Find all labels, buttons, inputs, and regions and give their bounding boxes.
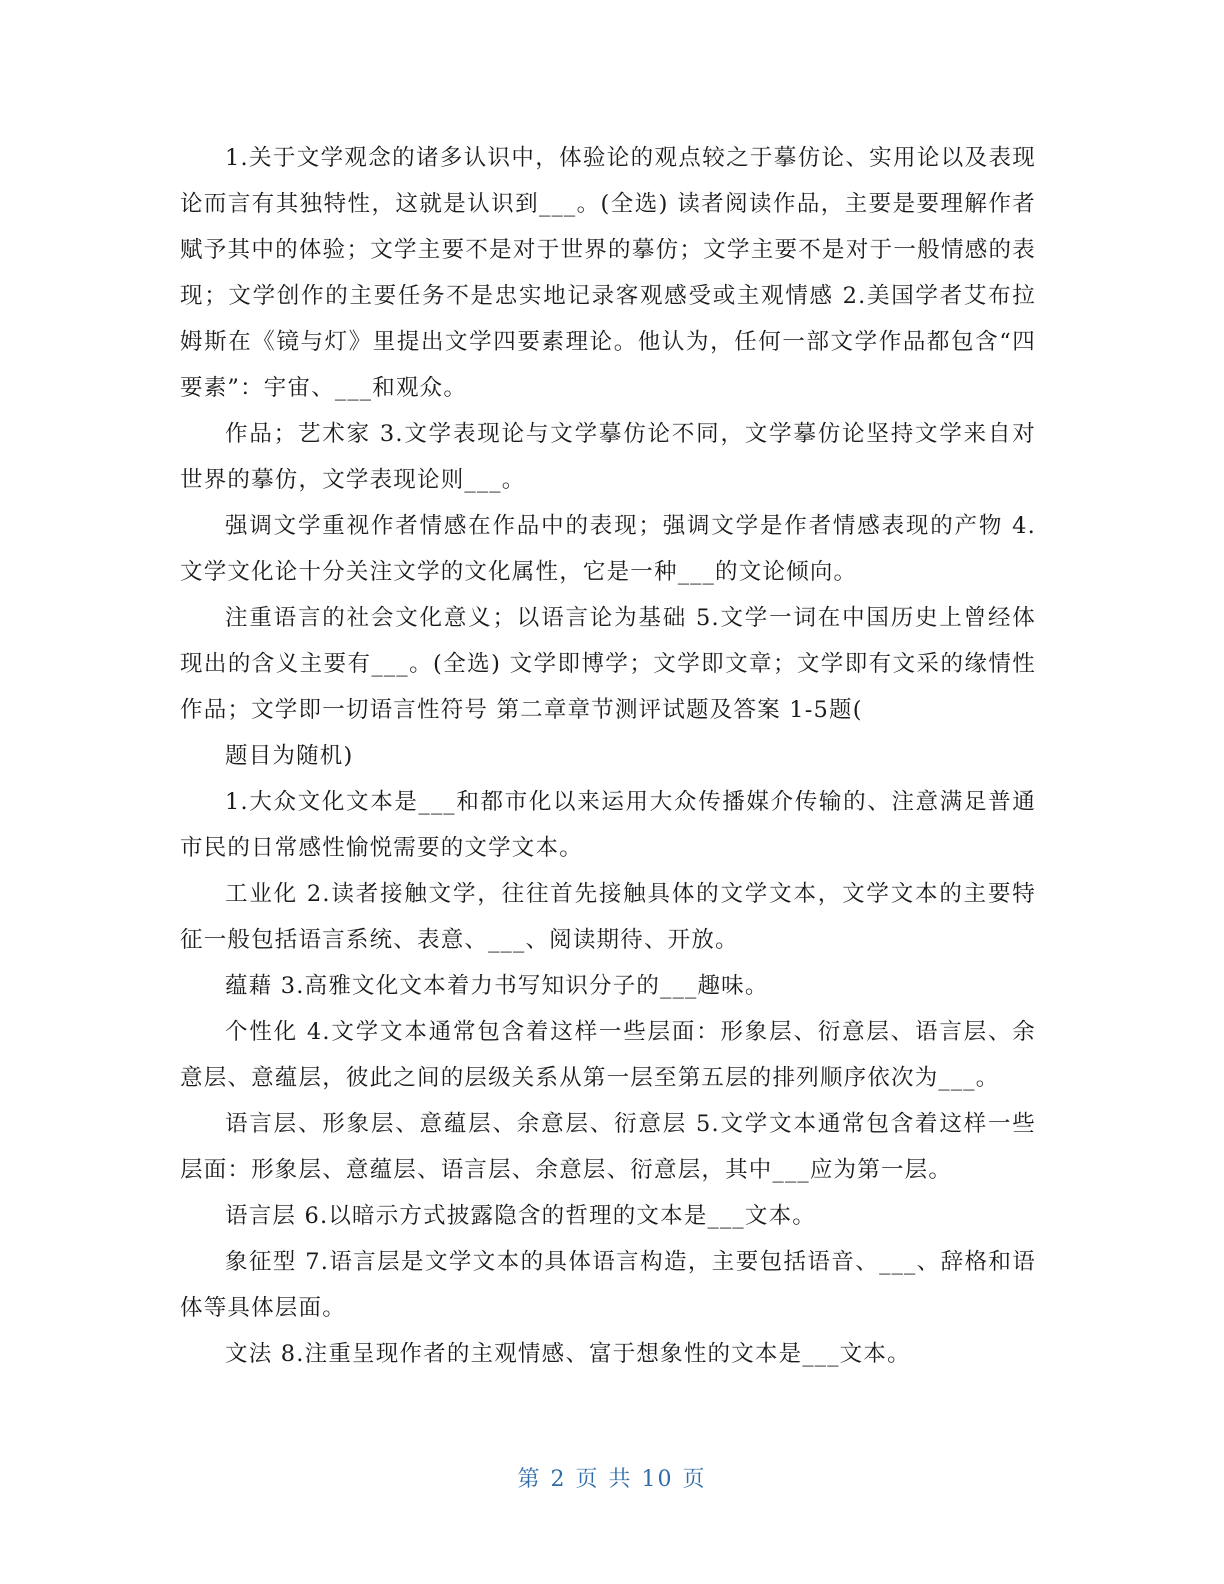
paragraph-12: 象征型 7.语言层是文学文本的具体语言构造，主要包括语音、___、辞格和语体等具体层面。 bbox=[180, 1249, 1036, 1321]
page-body bbox=[180, 135, 1036, 1377]
paragraph-1: 1.关于文学观念的诸多认识中，体验论的观点较之于摹仿论、实用论以及表现论而言有其独特性，这就是认识到___。(全选) 读者阅读作品，主要是要理解作者赋予其中的体验；文学主要不是对于世界的摹仿；文学主要不是对于一般情感的表现；文学创作的主要任务不是忠实地记录客观感受或主观情感 2.美国学者艾布拉姆斯在《镜与灯》里提出文学四要素理论。他认为，任何一部文学作品都包含“四要素”：宇宙、___和观众。 bbox=[180, 145, 1036, 401]
paragraph-5: 题目为随机) bbox=[225, 743, 354, 769]
paragraph-4: 注重语言的社会文化意义；以语言论为基础 5.文学一词在中国历史上曾经体现出的含义主要有___。(全选) 文学即博学；文学即文章；文学即有文采的缘情性作品；文学即一切语言性符号 第二章章节测评试题及答案 1-5题( bbox=[180, 605, 1036, 723]
paragraph-3: 强调文学重视作者情感在作品中的表现；强调文学是作者情感表现的产物 4.文学文化论十分关注文学的文化属性，它是一种___的文论倾向。 bbox=[180, 513, 1036, 585]
paragraph-7: 工业化 2.读者接触文学，往往首先接触具体的文学文本，文学文本的主要特征一般包括语言系统、表意、___、阅读期待、开放。 bbox=[180, 881, 1036, 953]
paragraph-11: 语言层 6.以暗示方式披露隐含的哲理的文本是___文本。 bbox=[225, 1203, 816, 1229]
paragraph-9: 个性化 4.文学文本通常包含着这样一些层面：形象层、衍意层、语言层、余意层、意蕴层，彼此之间的层级关系从第一层至第五层的排列顺序依次为___。 bbox=[180, 1019, 1036, 1091]
paragraph-13: 文法 8.注重呈现作者的主观情感、富于想象性的文本是___文本。 bbox=[225, 1341, 911, 1367]
paragraph-6: 1.大众文化文本是___和都市化以来运用大众传播媒介传输的、注意满足普通市民的日常感性愉悦需要的文学文本。 bbox=[180, 789, 1036, 861]
paragraph-2: 作品；艺术家 3.文学表现论与文学摹仿论不同，文学摹仿论坚持文学来自对世界的摹仿，文学表现论则___。 bbox=[180, 421, 1036, 493]
paragraph-10: 语言层、形象层、意蕴层、余意层、衍意层 5.文学文本通常包含着这样一些层面：形象层、意蕴层、语言层、余意层、衍意层，其中___应为第一层。 bbox=[180, 1111, 1036, 1183]
page-number-footer: 第 2 页 共 10 页 bbox=[517, 1467, 707, 1492]
paragraph-8: 蕴藉 3.高雅文化文本着力书写知识分子的___趣味。 bbox=[225, 973, 769, 999]
